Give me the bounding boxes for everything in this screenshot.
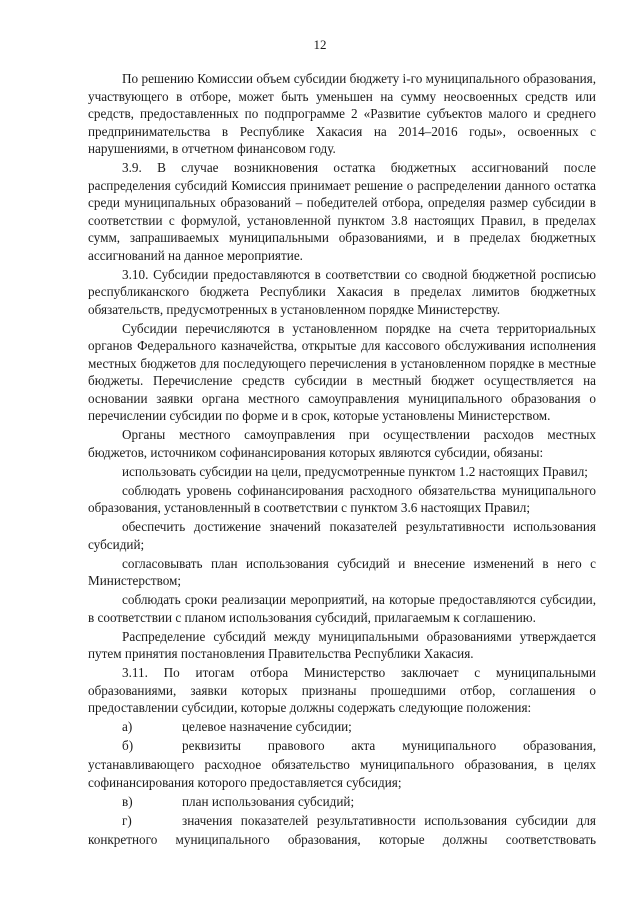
list-item-label: а): [122, 719, 133, 734]
list-item-label: г): [122, 812, 132, 828]
list-item-text: план использования субсидий;: [182, 793, 355, 809]
list-item-label: в): [122, 793, 133, 809]
list-item-label: б): [122, 738, 134, 753]
paragraph: соблюдать сроки реализации мероприятий, на которые предоставляются субсидии, в соответствии с планом использования субсидий, прилагаемым к соглашению.: [88, 592, 596, 625]
list-item-text: целевое назначение субсидии;: [182, 719, 352, 734]
paragraph: Субсидии перечисляются в установленном порядке на счета территориальных органов Федерального казначейства, открытые для кассового обслуживания исполнения местных бюджетов для последующего перечисления в установленном порядке в местные бюджеты. Перечисление средств субсидии в местный бюджет осуществляется на основании заявки органа местного самоуправления муниципального образования о перечислении субсидии по форме и в срок, которые установлены Министерством.: [88, 320, 596, 423]
list-item-text: значения показателей результативности использования субсидии для: [182, 812, 596, 828]
list-item-continuation: устанавливающего расходное обязательство муниципального образования, в целях софинансирования которого предоставляется субсидия;: [88, 757, 596, 790]
paragraph: Органы местного самоуправления при осуществлении расходов местных бюджетов, источником софинансирования которых являются субсидии, обязаны:: [88, 427, 596, 460]
list-item-continuation: конкретного муниципального образования, которые должны соответствовать: [88, 831, 596, 847]
paragraph: 3.9. В случае возникновения остатка бюджетных ассигнований после распределения субсидий Комиссия принимает решение о распределении данного остатка среди муниципальных образований – победителей отбора, определяя размер субсидии в соответствии с формулой, установленной пунктом 3.8 настоящих Правил, в пределах сумм, запрашиваемых муниципальными образованиями, и в пределах бюджетных ассигнований на данное мероприятие.: [88, 160, 596, 263]
paragraph: По решению Комиссии объем субсидии бюджету i-го муниципального образования, участвующего в отборе, может быть уменьшен на сумму неосвоенных средств или средств, предоставленных по подпрограмме 2 «Развитие субъектов малого и среднего предпринимательства в Республике Хакасия на 2014–2016 годы», освоенных с нарушениями, в отчетном финансовом году.: [88, 71, 596, 156]
paragraph: согласовывать план использования субсидий и внесение изменений в него с Министерством;: [88, 555, 596, 588]
list-item: [88, 812, 596, 830]
list-item: [88, 718, 596, 736]
paragraph: соблюдать уровень софинансирования расходного обязательства муниципального образования, установленный в соответствии с пунктом 3.6 настоящих Правил;: [88, 482, 596, 515]
paragraph: 3.10. Субсидии предоставляются в соответствии со сводной бюджетной росписью республиканского бюджета Республики Хакасия в пределах лимитов бюджетных обязательств, предусмотренных в установленном порядке Министерству.: [88, 266, 596, 317]
list-item-text: реквизиты правового акта муниципального образования,: [182, 738, 596, 753]
document-body: [88, 70, 596, 850]
paragraph: обеспечить достижение значений показателей результативности использования субсидий;: [88, 519, 596, 552]
paragraph: 3.11. По итогам отбора Министерство заключает с муниципальными образованиями, заявки которых признаны прошедшими отбор, соглашения о предоставлении субсидии, которые должны содержать следующие положения:: [88, 665, 596, 715]
page-number: 12: [313, 37, 327, 52]
list-item: [88, 737, 596, 755]
paragraph: Распределение субсидий между муниципальными образованиями утверждается путем принятия постановления Правительства Республики Хакасия.: [88, 628, 596, 661]
paragraph: использовать субсидии на цели, предусмотренные пунктом 1.2 настоящих Правил;: [122, 463, 588, 479]
list-item: [88, 793, 596, 811]
